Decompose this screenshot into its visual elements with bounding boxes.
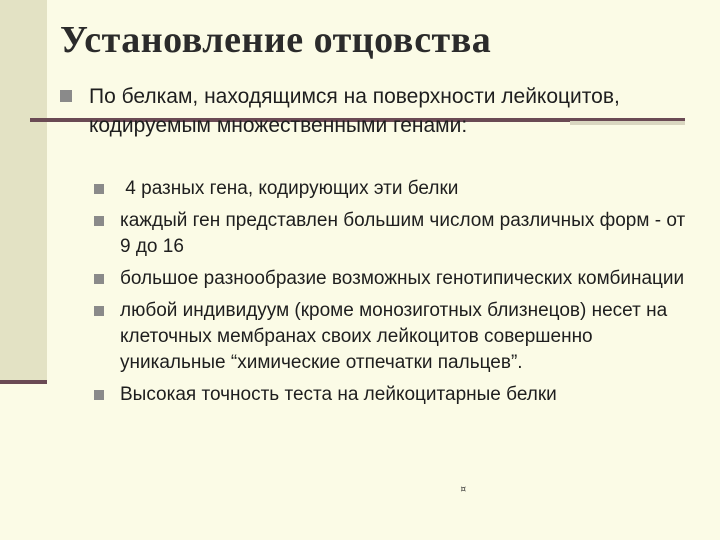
list-item — [90, 208, 690, 260]
square-bullet-icon — [94, 184, 104, 194]
list-item-text: любой индивидуум (кроме монозиготных близнецов) несет на клеточных мембранах своих лейкоцитов совершенно уникальные “химические отпечатки пальцев”. — [120, 300, 668, 373]
main-point: По белкам, находящимся на поверхности лейкоцитов, кодируемым множественными генами: — [89, 85, 620, 137]
square-bullet-icon — [94, 390, 104, 400]
list-item-text: каждый ген представлен большим числом различных форм - от 9 до 16 — [120, 210, 686, 257]
list-item-text: 4 разных гена, кодирующих эти белки — [120, 178, 459, 199]
list-item-text: Высокая точность теста на лейкоцитарные белки — [120, 384, 557, 405]
list-item — [90, 298, 690, 376]
list-item-text: большое разнообразие возможных генотипических комбинации — [120, 268, 685, 289]
footer-mark: ¤ — [458, 486, 469, 492]
square-bullet-icon — [94, 216, 104, 226]
square-bullet-icon — [94, 306, 104, 316]
left-decor-rule — [0, 380, 47, 384]
list-item — [90, 266, 690, 292]
sub-point-list — [90, 176, 690, 414]
list-item — [90, 382, 690, 408]
list-item — [90, 176, 690, 202]
left-decor-band — [0, 0, 47, 382]
slide-title: Установление отцовства — [60, 19, 492, 61]
square-bullet-icon — [60, 90, 72, 102]
square-bullet-icon — [94, 274, 104, 284]
